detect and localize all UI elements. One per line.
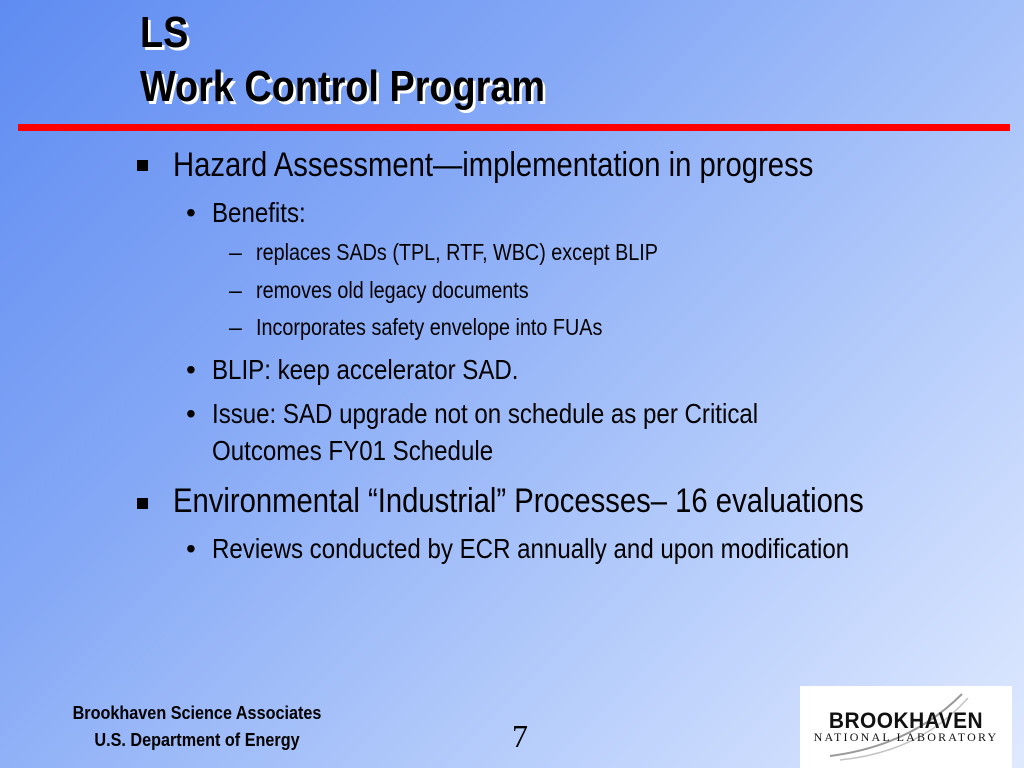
dash-bullet-icon: – [229,239,242,265]
dot-bullet-icon: • [186,354,196,385]
logo-subtitle: NATIONAL LABORATORY [813,730,999,744]
dot-bullet-icon: • [186,398,196,429]
title-divider [18,124,1010,131]
logo-wordmark: BROOKHAVEN [828,708,984,733]
dash-bullet-icon: – [229,314,242,340]
dot-bullet-icon: • [186,533,196,564]
list-item: replaces SADs (TPL, RTF, WBC) except BLIP [256,239,658,265]
list-item: BLIP: keep accelerator SAD. [212,354,519,385]
slide-title [140,6,545,114]
list-item: Benefits: [212,197,306,228]
square-bullet-icon [137,498,148,509]
footer-line-2: U.S. Department of Energy [94,730,300,750]
list-item: Issue: SAD upgrade not on schedule as per Critical [212,398,759,429]
list-item: removes old legacy documents [256,277,529,303]
list-item-continuation: Outcomes FY01 Schedule [212,435,494,466]
footer-organization [52,700,342,754]
list-item: Environmental “Industrial” Processes– 16 evaluations [173,482,864,520]
dash-bullet-icon: – [229,277,242,303]
dot-bullet-icon: • [186,197,196,228]
footer-line-1: Brookhaven Science Associates [72,703,322,723]
list-item: Incorporates safety envelope into FUAs [256,314,603,340]
title-line-2: Work Control Program [140,62,546,111]
list-item: Hazard Assessment—implementation in progress [173,146,814,184]
list-item: Reviews conducted by ECR annually and upon modification [212,533,850,564]
page-number: 7 [512,718,528,754]
brookhaven-logo [800,686,1012,768]
title-line-1: LS [140,8,189,57]
square-bullet-icon [137,160,148,171]
